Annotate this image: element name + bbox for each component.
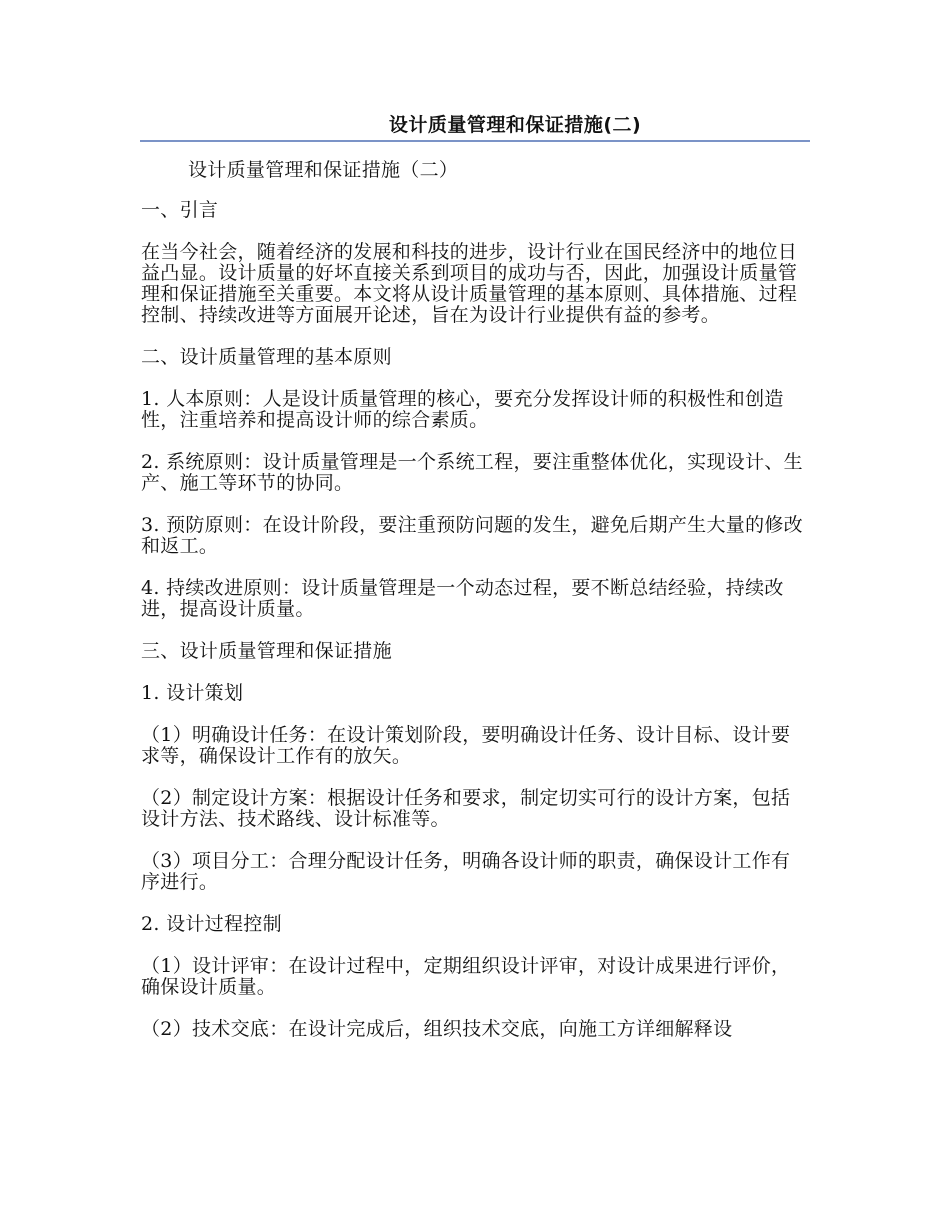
section-heading-principles: 二、设计质量管理的基本原则 [141,346,392,368]
list-item-control-2: （2）技术交底：在设计完成后，组织技术交底，向施工方详细解释设 [141,1018,733,1040]
document-body [141,160,809,1061]
list-item-planning-2: （2）制定设计方案：根据设计任务和要求，制定切实可行的设计方案，包括设计方法、技术路线、设计标准等。 [141,787,791,830]
section-heading-measures: 三、设计质量管理和保证措施 [141,640,392,662]
list-item-planning-3: （3）项目分工：合理分配设计任务，明确各设计师的职责，确保设计工作有序进行。 [141,850,791,893]
document-header [140,112,810,138]
list-item-principle-3: 3. 预防原则：在设计阶段，要注重预防问题的发生，避免后期产生大量的修改和返工。 [141,514,803,557]
subsection-heading-process-control: 2. 设计过程控制 [141,913,282,935]
title-underline [140,140,810,142]
section-heading-intro: 一、引言 [141,199,219,221]
list-item-principle-2: 2. 系统原则：设计质量管理是一个系统工程，要注重整体优化，实现设计、生产、施工等环节的协同。 [141,451,803,494]
list-item-control-1: （1）设计评审：在设计过程中，定期组织设计评审，对设计成果进行评价，确保设计质量。 [141,955,791,998]
document-title: 设计质量管理和保证措施(二) [388,114,642,136]
list-item-principle-1: 1. 人本原则：人是设计质量管理的核心，要充分发挥设计师的积极性和创造性，注重培养和提高设计师的综合素质。 [141,388,784,431]
list-item-principle-4: 4. 持续改进原则：设计质量管理是一个动态过程，要不断总结经验，持续改进，提高设计质量。 [141,577,784,620]
list-item-planning-1: （1）明确设计任务：在设计策划阶段，要明确设计任务、设计目标、设计要求等，确保设计工作有的放矢。 [141,724,791,767]
body-paragraph-intro: 在当今社会，随着经济的发展和科技的进步，设计行业在国民经济中的地位日益凸显。设计质量的好坏直接关系到项目的成功与否，因此，加强设计质量管理和保证措施至关重要。本文将从设计质量管理的基本原则、具体措施、过程控制、持续改进等方面展开论述，旨在为设计行业提供有益的参考。 [141,241,798,326]
subsection-heading-planning: 1. 设计策划 [141,682,244,704]
subtitle-paragraph: 设计质量管理和保证措施（二） [188,159,459,181]
